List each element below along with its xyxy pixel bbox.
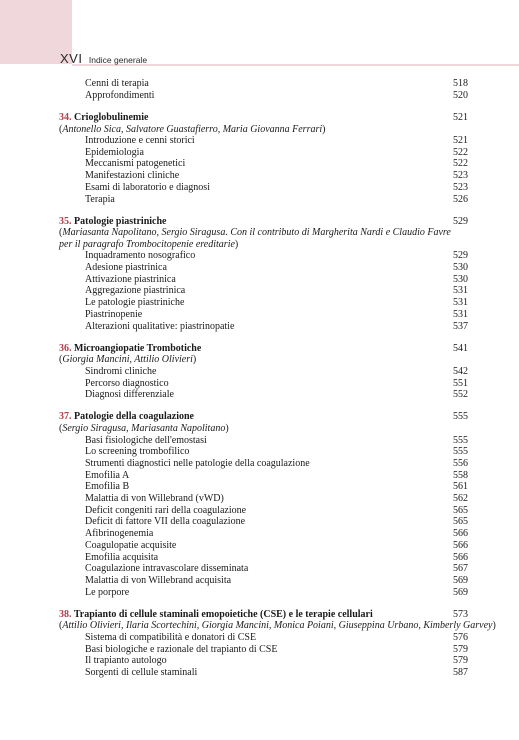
paren-open: ( (59, 354, 63, 366)
entry-page: 567 (453, 563, 468, 575)
entry-page: 531 (453, 297, 468, 309)
authors-text: per il paragrafo Trombocitopenie ereditarie (59, 238, 235, 250)
entry-page: 587 (453, 667, 468, 678)
running-header (60, 50, 147, 68)
chapter-authors (59, 124, 468, 136)
entry-page: 579 (453, 643, 468, 655)
toc-entry (59, 378, 468, 390)
entry-title: Emofilia acquisita (85, 551, 159, 563)
toc-entry (59, 366, 468, 378)
chapter-title: Patologie piastriniche (74, 215, 167, 227)
toc-entry (59, 644, 468, 656)
toc-entry (59, 262, 468, 274)
entry-page: 537 (453, 320, 468, 332)
entry-title: Attivazione piastrinica (85, 273, 176, 285)
entry-title: Sorgenti di cellule staminali (85, 667, 198, 678)
entry-page: 521 (453, 135, 468, 147)
toc-entry (59, 90, 468, 102)
entry-title: Lo screening trombofilico (85, 446, 190, 458)
chapter-authors (59, 423, 468, 435)
chapter-page: 529 (453, 215, 468, 227)
paren-close: ) (225, 423, 229, 435)
entry-title: Epidemiologia (85, 146, 144, 158)
paren-close: ) (192, 354, 197, 366)
toc-entry (59, 389, 468, 401)
entry-page: 565 (453, 504, 468, 516)
toc-entry (59, 587, 468, 599)
entry-page: 523 (453, 181, 468, 193)
entry-title: Basi biologiche e razionale del trapianto di CSE (85, 643, 278, 655)
entry-page: 566 (453, 551, 468, 563)
chapter-title: Patologie della coagulazione (74, 411, 194, 423)
entry-page: 576 (453, 631, 468, 643)
toc-entry (59, 182, 468, 194)
entry-page: 522 (453, 146, 468, 158)
entry-title: Terapia (85, 193, 115, 205)
entry-page: 579 (453, 655, 468, 667)
running-title: Indice generale (88, 55, 148, 65)
paren-open: ( (59, 423, 63, 435)
toc-entry (59, 446, 468, 458)
entry-title: Aggregazione piastrinica (85, 285, 186, 297)
entry-title: Emofilia A (85, 469, 130, 481)
chapter-authors (59, 354, 468, 366)
entry-page: 531 (453, 285, 468, 297)
chapter-page: 555 (453, 411, 468, 423)
entry-title: Afibrinogenemia (85, 528, 154, 540)
authors-text: Attilio Olivieri, Ilaria Scortechini, Giorgia Mancini, Monica Poiani, Giuseppina Urbano, Kimberly Garvey (62, 620, 493, 632)
entry-page: 555 (453, 446, 468, 458)
toc-entry (59, 285, 468, 297)
toc-entry (59, 655, 468, 667)
chapter-heading (59, 411, 468, 423)
entry-title: Coagulopatie acquisite (85, 539, 177, 551)
chapter-title: Trapianto di cellule staminali emopoietiche (CSE) e le terapie cellulari (73, 608, 373, 620)
entry-title: Manifestazioni cliniche (85, 170, 180, 182)
entry-title: Basi fisiologiche dell'emostasi (85, 434, 207, 446)
toc-entry (59, 575, 468, 587)
entry-page: 531 (453, 308, 468, 320)
entry-page: 542 (453, 365, 468, 377)
toc-entry (59, 632, 468, 644)
chapter-authors (59, 620, 496, 632)
entry-title: Introduzione e cenni storici (85, 135, 195, 147)
entry-title: Deficit di fattore VII della coagulazione (85, 516, 246, 528)
authors-text: Giorgia Mancini, Attilio Olivieri (62, 354, 193, 366)
toc-entry (59, 274, 468, 286)
toc-entry (59, 552, 468, 564)
entry-page: 565 (453, 516, 468, 528)
entry-title: Malattia di von Willebrand acquisita (85, 574, 232, 586)
chapter-page: 521 (453, 111, 468, 123)
entry-page: 552 (453, 389, 468, 401)
chapter-page: 573 (453, 608, 468, 620)
toc-entry (59, 78, 468, 90)
entry-title: Le patologie piastriniche (85, 297, 185, 309)
paren-close: ) (322, 123, 326, 135)
toc-entry (59, 309, 468, 321)
entry-page: 562 (453, 493, 468, 505)
entry-title: Piastrinopenie (85, 308, 143, 320)
entry-title: Emofilia B (85, 481, 130, 493)
entry-page: 520 (453, 89, 468, 101)
chapter-page: 541 (453, 342, 468, 354)
entry-title: Malattia di von Willebrand (vWD) (85, 493, 224, 505)
chapter-heading (59, 343, 468, 355)
chapter-heading (59, 609, 468, 621)
toc-entry (59, 321, 468, 333)
toc-entry (59, 667, 468, 679)
entry-page: 569 (453, 574, 468, 586)
chapter-number: 37. (59, 411, 72, 423)
entry-title: Esami di laboratorio e diagnosi (85, 181, 210, 193)
entry-page: 558 (453, 469, 468, 481)
table-of-contents (59, 78, 496, 679)
entry-page: 561 (453, 481, 468, 493)
toc-entry (59, 435, 468, 447)
toc-entry (59, 147, 468, 159)
paren-open: ( (59, 227, 63, 239)
chapter-number: 36. (59, 342, 72, 354)
entry-page: 529 (453, 250, 468, 262)
entry-page: 556 (453, 458, 468, 469)
entry-title: Inquadramento nosografico (85, 250, 196, 262)
toc-entry (59, 135, 468, 147)
toc-entry (59, 481, 468, 493)
paren-close: ) (234, 238, 239, 250)
chapter-title: Microangiopatie Trombotiche (74, 342, 202, 354)
entry-page: 551 (453, 377, 468, 389)
entry-page: 566 (453, 528, 468, 540)
toc-entry (59, 297, 468, 309)
toc-entry (59, 470, 468, 482)
page-number: XVI (60, 51, 83, 66)
entry-page: 523 (453, 170, 468, 182)
entry-title: Strumenti diagnostici nelle patologie della coagulazione (85, 458, 310, 469)
entry-title: Alterazioni qualitative: piastrinopatie (85, 320, 235, 332)
chapter-number: 35. (59, 215, 72, 227)
paren-open: ( (59, 620, 63, 632)
entry-page: 518 (453, 78, 468, 89)
toc-entry (59, 505, 468, 517)
paren-close: ) (492, 620, 496, 632)
toc-entry (59, 250, 468, 262)
entry-page: 522 (453, 158, 468, 170)
entry-title: Approfondimenti (85, 89, 155, 101)
toc-entry (59, 540, 468, 552)
toc-entry (59, 458, 468, 470)
entry-title: Coagulazione intravascolare disseminata (85, 563, 249, 575)
entry-title: Percorso diagnostico (85, 377, 169, 389)
toc-entry (59, 516, 468, 528)
entry-title: Diagnosi differenziale (85, 389, 174, 401)
entry-page: 555 (453, 434, 468, 446)
chapter-heading (59, 112, 468, 124)
authors-text: Sergio Siragusa, Mariasanta Napolitano (62, 423, 226, 435)
authors-text: Mariasanta Napolitano, Sergio Siragusa. Con il contributo di Margherita Nardi e Claudio Favre (62, 227, 451, 239)
toc-entry (59, 194, 468, 206)
authors-text: Antonello Sica, Salvatore Guastafierro, Maria Giovanna Ferrari (62, 123, 323, 135)
entry-title: Il trapianto autologo (85, 655, 167, 667)
chapter-heading (59, 216, 468, 228)
entry-title: Sistema di compatibilità e donatori di CSE (85, 631, 257, 643)
entry-title: Deficit congeniti rari della coagulazione (85, 504, 247, 516)
toc-entry (59, 493, 468, 505)
entry-title: Le porpore (85, 586, 130, 598)
entry-page: 526 (453, 193, 468, 205)
chapter-title: Crioglobulinemie (74, 111, 149, 123)
entry-page: 566 (453, 539, 468, 551)
entry-page: 569 (453, 586, 468, 598)
entry-title: Adesione piastrinica (85, 262, 167, 274)
entry-title: Sindromi cliniche (85, 365, 157, 377)
toc-entry (59, 563, 468, 575)
entry-page: 530 (453, 262, 468, 274)
entry-title: Cenni di terapia (85, 78, 149, 89)
toc-entry (59, 170, 468, 182)
chapter-number: 34. (59, 111, 72, 123)
chapter-authors (59, 239, 468, 251)
toc-entry (59, 158, 468, 170)
paren-open: ( (59, 123, 63, 135)
entry-page: 530 (453, 273, 468, 285)
entry-title: Meccanismi patogenetici (85, 158, 186, 170)
toc-entry (59, 528, 468, 540)
chapter-authors (59, 227, 468, 239)
chapter-number: 38. (59, 608, 72, 620)
